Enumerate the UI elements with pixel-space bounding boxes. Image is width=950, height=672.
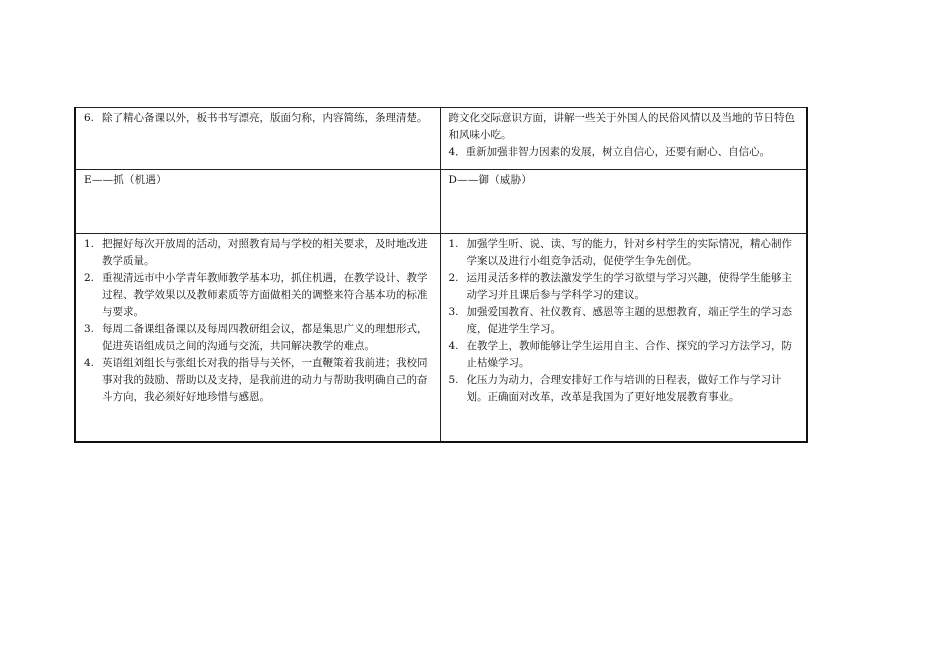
cell-header-threats [440,170,807,234]
list-item-text: 加强学生听、说、读、写的能力，针对乡村学生的实际情况，精心制作学案以及进行小组竞争活动，促使学生争先创优。 [466,238,792,267]
list-item-text: 每周二备课组备课以及每周四教研组会议，都是集思广义的理想形式，促进英语组成员之间的沟通与交流，共同解决教学的难点。 [102,323,428,352]
cell-right-continued [440,108,807,170]
cell-threats-list [440,234,807,443]
opportunities-list [84,236,434,406]
table-row-headers [75,170,807,234]
list-item-number: 2. [448,272,459,284]
list-item-text: 在教学上，教师能够让学生运用自主、合作、探究的学习方法学习，防止枯燥学习。 [466,340,792,369]
paragraph-text: 跨文化交际意识方面，讲解一些关于外国人的民俗风情以及当地的节日特色和风味小吃。 [448,112,795,141]
cell-opportunities-list [75,234,440,443]
list-item-number: 6. [84,112,95,124]
list-item-text: 英语组刘组长与张组长对我的指导与关怀，一直鞭策着我前进；我校同事对我的鼓励、帮助以及支持，是我前进的动力与帮助我明确自己的奋斗方向，我必须好好地珍惜与感恩。 [102,357,428,403]
list-item [84,236,434,270]
list-item [449,236,801,270]
list-item [449,338,801,372]
cell-left-continued [75,108,440,170]
list-item-number: 4. [448,340,459,352]
list-item-text: 化压力为动力，合理安排好工作与培训的日程表，做好工作与学习计划。正确面对改革，改革是我国为了更好地发展教育事业。 [466,374,782,403]
swot-table-container [74,107,806,443]
list-item-number: 1. [448,238,459,250]
list-item-number: 1. [84,238,95,250]
table-row-strengths-continued [75,108,807,170]
swot-table [74,107,808,443]
list-item-text: 重视清远市中小学青年教师教学基本功，抓住机遇，在教学设计、教学过程、教学效果以及教师素质等方面做相关的调整来符合基本功的标准与要求。 [102,272,428,318]
list-item-number: 3. [84,323,95,335]
list-item-text: 4．重新加强非智力因素的发展，树立自信心，还要有耐心、自信心。 [448,146,771,158]
list-item [84,355,434,406]
section-header-opportunities: E——抓（机遇） [84,174,167,186]
list-item-number: 4. [84,357,95,369]
list-item-number: 2. [84,272,95,284]
list-item-text: 加强爱国教育、社仪教育、感恩等主题的思想教育，端正学生的学习态度，促进学生学习。 [466,306,792,335]
list-item-number: 3. [448,306,459,318]
list-item [84,321,434,355]
list-item [84,110,434,127]
list-item-number: 5. [448,374,459,386]
cell-header-opportunities [75,170,440,234]
list-item-text: 运用灵活多样的教法激发学生的学习欲望与学习兴趣，使得学生能够主动学习并且课后参与学科学习的建议。 [466,272,792,301]
section-header-threats: D——御（威胁） [448,174,533,186]
list-item [449,270,801,304]
list-item [449,372,801,406]
table-row-content [75,234,807,443]
list-item-text: 除了精心备课以外，板书书写漂亮，版面匀称，内容简练，条理清楚。 [102,112,428,124]
threats-list [449,236,801,406]
list-item [449,304,801,338]
list-item [84,270,434,321]
list-item-text: 把握好每次开放周的活动，对照教育局与学校的相关要求，及时地改进教学质量。 [102,238,428,267]
